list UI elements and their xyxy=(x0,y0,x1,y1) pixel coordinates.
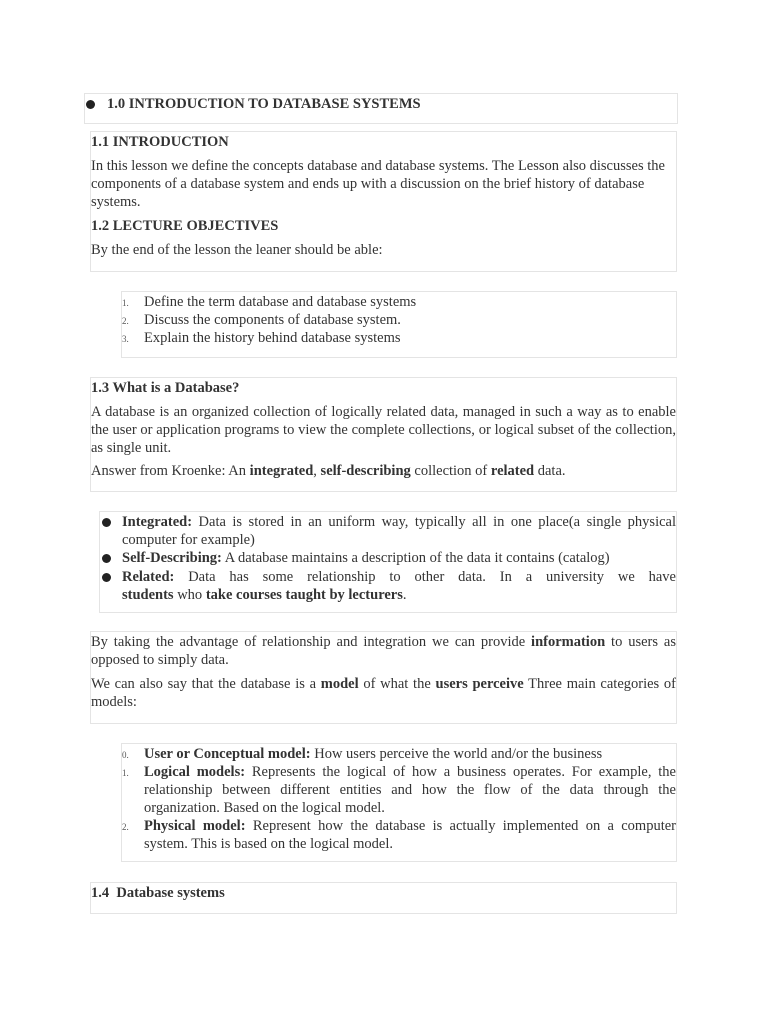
chapter-title-box xyxy=(84,93,678,124)
objectives-list-box xyxy=(121,291,677,358)
information-section xyxy=(90,631,677,724)
list-item: 2. Physical model: Represent how the database is actually implemented on a computer system. This is based on the logical model. xyxy=(122,818,676,852)
model-paragraph: We can also say that the database is a model of what the users perceive Three main categories of models: xyxy=(91,676,677,710)
bullet-icon xyxy=(102,518,111,527)
bullet-icon xyxy=(102,554,111,563)
intro-text: In this lesson we define the concepts database and database systems. The Lesson also discusses the components of a database system and ends up with a discussion on the brief history of database systems. xyxy=(91,158,665,210)
objectives-list xyxy=(122,293,676,347)
intro-section xyxy=(90,131,677,272)
chapter-title: 1.0 INTRODUCTION TO DATABASE SYSTEMS xyxy=(107,96,421,112)
list-item: Related: Data has some relationship to other data. In a university we have students who take courses taught by lecturers. xyxy=(100,568,676,604)
objectives-heading: 1.2 LECTURE OBJECTIVES xyxy=(91,218,279,234)
objectives-lead: By the end of the lesson the leaner should be able: xyxy=(91,242,383,258)
information-paragraph: By taking the advantage of relationship and integration we can provide information to users as opposed to simply data. xyxy=(91,634,676,668)
list-item: Self-Describing: A database maintains a description of the data it contains (catalog) xyxy=(100,549,676,567)
list-item: 0. User or Conceptual model: How users perceive the world and/or the business xyxy=(122,746,603,762)
kroenke-answer: Answer from Kroenke: An integrated, self-describing collection of related data. xyxy=(91,463,566,479)
list-item: 2. Discuss the components of database system. xyxy=(122,312,401,328)
what-is-database-section xyxy=(90,377,677,492)
database-systems-heading: 1.4 Database systems xyxy=(91,885,225,901)
models-list-box xyxy=(121,743,677,862)
properties-box xyxy=(99,511,677,613)
database-systems-section xyxy=(90,882,677,914)
database-definition: A database is an organized collection of logically related data, managed in such a way as to enable the user or application programs to view the complete collections, or logical subset of the collection, as single unit. xyxy=(91,404,676,456)
list-item: Integrated: Data is stored in an uniform way, typically all in one place(a single physical computer for example) xyxy=(100,513,676,549)
properties-list xyxy=(100,513,676,604)
models-list xyxy=(122,745,676,853)
list-item: 3. Explain the history behind database systems xyxy=(122,330,401,346)
what-is-heading: 1.3 What is a Database? xyxy=(91,380,240,396)
list-item: 1. Logical models: Represents the logical of how a business operates. For example, the relationship between different entities and how the flow of the data through the organization. Based on the logical model. xyxy=(122,764,676,816)
bullet-icon xyxy=(86,100,95,109)
intro-heading: 1.1 INTRODUCTION xyxy=(91,134,229,150)
list-item: 1. Define the term database and database systems xyxy=(122,294,417,310)
bullet-icon xyxy=(102,573,111,582)
